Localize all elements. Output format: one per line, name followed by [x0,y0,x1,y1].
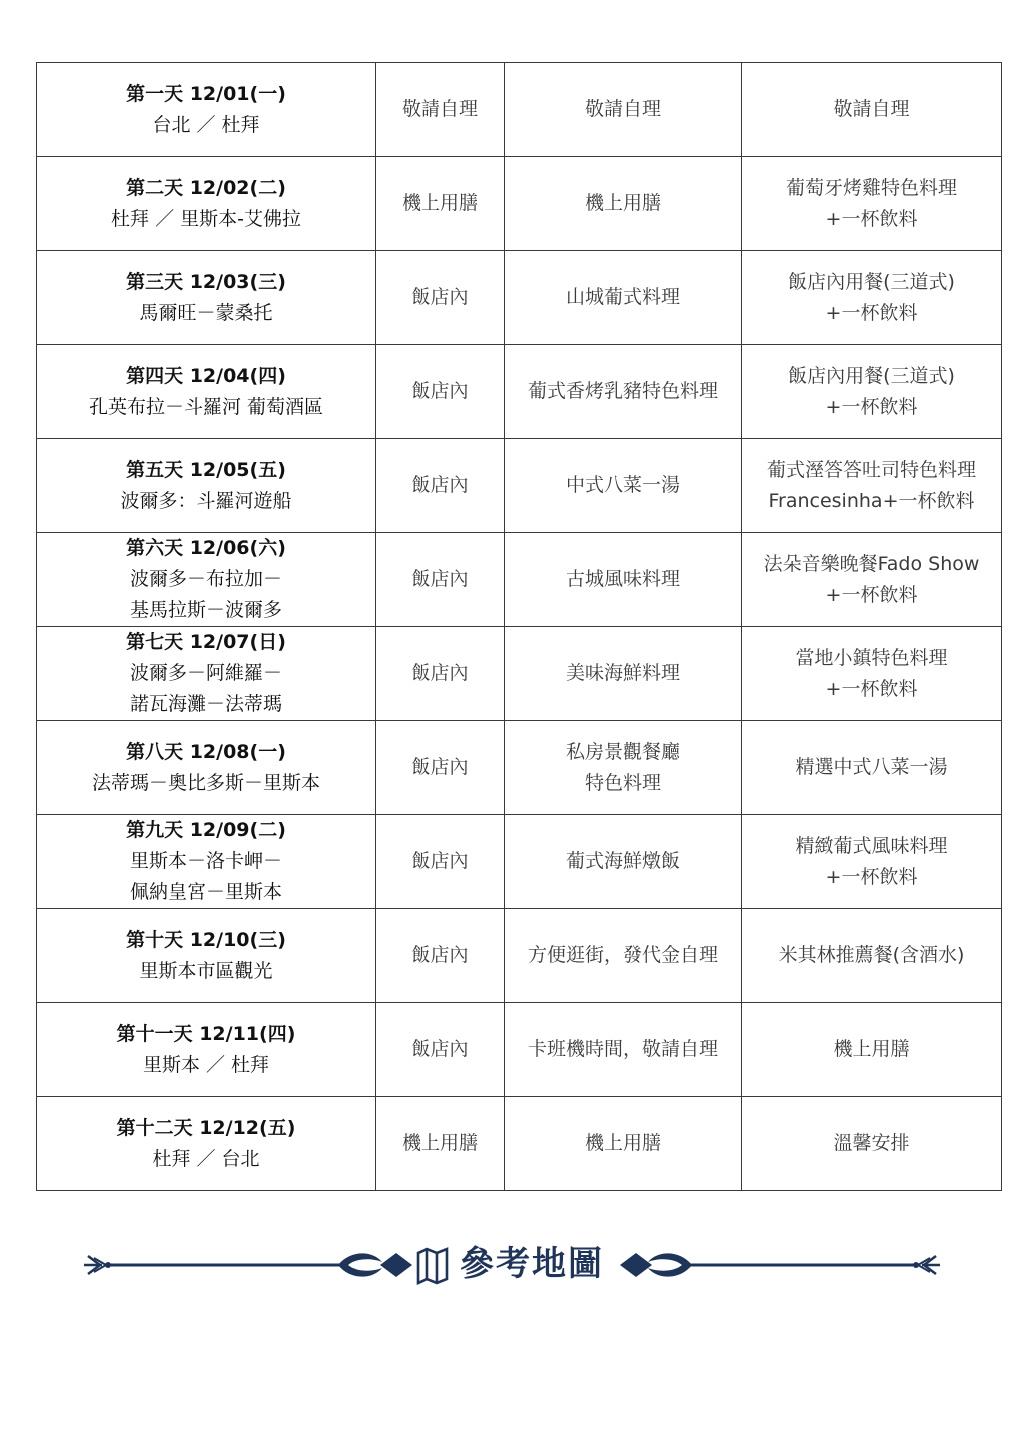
day-title: 第十二天 12/12(五) [116,1116,296,1139]
day-title: 第七天 12/07(日) [126,631,286,653]
day-cell [37,815,376,909]
itinerary-row [37,251,1002,345]
lunch-cell: 葡式香烤乳豬特色料理 [505,345,742,439]
day-cell [37,721,376,815]
day-route: 里斯本 ／ 杜拜 [142,1053,270,1076]
day-cell [37,251,376,345]
day-title: 第四天 12/04(四) [126,364,286,387]
day-route: 杜拜 ／ 里斯本-艾佛拉 [111,207,301,230]
right-flourish-icon [620,1253,692,1277]
map-icon [418,1249,447,1283]
lunch-cell: 機上用膳 [505,1097,742,1191]
breakfast-cell: 敬請自理 [376,63,505,157]
day-route: 波爾多：斗羅河遊船 [120,489,292,512]
dinner-cell: 精緻葡式風味料理 +一杯飲料 [742,815,1002,909]
dinner-cell: 飯店內用餐(三道式) +一杯飲料 [742,251,1002,345]
right-end-ornament-icon [913,1256,940,1274]
day-title: 第一天 12/01(一) [126,82,286,105]
lunch-cell: 機上用膳 [505,157,742,251]
day-cell [37,439,376,533]
itinerary-row [37,345,1002,439]
lunch-cell: 私房景觀餐廳 特色料理 [505,721,742,815]
dinner-cell: 敬請自理 [742,63,1002,157]
day-title: 第九天 12/09(二) [126,819,286,841]
lunch-cell: 卡班機時間，敬請自理 [505,1003,742,1097]
day-title: 第十一天 12/11(四) [116,1022,296,1045]
lunch-cell: 山城葡式料理 [505,251,742,345]
day-route: 杜拜 ／ 台北 [152,1147,260,1170]
lunch-cell: 葡式海鮮燉飯 [505,815,742,909]
itinerary-row [37,627,1002,721]
itinerary-row [37,909,1002,1003]
dinner-cell: 當地小鎮特色料理 +一杯飲料 [742,627,1002,721]
day-cell [37,909,376,1003]
day-cell [37,1097,376,1191]
day-route: 法蒂瑪－奧比多斯－里斯本 [91,771,320,794]
day-route: 波爾多－布拉加－ 基馬拉斯－波爾多 [129,568,282,621]
dinner-cell: 溫馨安排 [742,1097,1002,1191]
day-route: 台北 ／ 杜拜 [152,113,260,136]
day-title: 第三天 12/03(三) [126,270,286,293]
day-title: 第五天 12/05(五) [126,458,286,481]
lunch-cell: 方便逛街，發代金自理 [505,909,742,1003]
lunch-cell: 古城風味料理 [505,533,742,627]
itinerary-row [37,533,1002,627]
day-cell [37,157,376,251]
itinerary-row [37,721,1002,815]
itinerary-row [37,63,1002,157]
day-route: 里斯本－洛卡岬－ 佩納皇宮－里斯本 [129,850,282,903]
map-section-title: 參考地圖 [460,1244,604,1284]
left-flourish-icon [338,1253,412,1277]
day-cell [37,1003,376,1097]
breakfast-cell: 飯店內 [376,533,505,627]
day-cell [37,533,376,627]
day-route: 孔英布拉－斗羅河 葡萄酒區 [88,395,324,418]
day-route: 馬爾旺－蒙桑托 [139,301,273,324]
breakfast-cell: 機上用膳 [376,157,505,251]
breakfast-cell: 機上用膳 [376,1097,505,1191]
itinerary-row [37,439,1002,533]
lunch-cell: 美味海鮮料理 [505,627,742,721]
breakfast-cell: 飯店內 [376,1003,505,1097]
day-route: 波爾多－阿維羅－ 諾瓦海灘－法蒂瑪 [129,662,282,715]
itinerary-table [36,62,1002,1191]
itinerary-row [37,1003,1002,1097]
dinner-cell: 米其林推薦餐(含酒水) [742,909,1002,1003]
left-end-ornament-icon [84,1256,111,1274]
dinner-cell: 葡萄牙烤雞特色料理 +一杯飲料 [742,157,1002,251]
breakfast-cell: 飯店內 [376,627,505,721]
dinner-cell: 飯店內用餐(三道式) +一杯飲料 [742,345,1002,439]
day-title: 第十天 12/10(三) [126,928,286,951]
dinner-cell: 葡式溼答答吐司特色料理 Francesinha+一杯飲料 [742,439,1002,533]
itinerary-row [37,157,1002,251]
breakfast-cell: 飯店內 [376,251,505,345]
itinerary-row [37,1097,1002,1191]
day-title: 第八天 12/08(一) [126,740,286,763]
breakfast-cell: 飯店內 [376,439,505,533]
dinner-cell: 法朵音樂晚餐Fado Show +一杯飲料 [742,533,1002,627]
breakfast-cell: 飯店內 [376,909,505,1003]
day-cell [37,345,376,439]
day-cell [37,627,376,721]
day-cell [37,63,376,157]
itinerary-row [37,815,1002,909]
itinerary-body [37,63,1002,1191]
breakfast-cell: 飯店內 [376,721,505,815]
day-title: 第六天 12/06(六) [126,537,286,559]
lunch-cell: 敬請自理 [505,63,742,157]
dinner-cell: 機上用膳 [742,1003,1002,1097]
day-title: 第二天 12/02(二) [126,176,286,199]
dinner-cell: 精選中式八菜一湯 [742,721,1002,815]
breakfast-cell: 飯店內 [376,815,505,909]
breakfast-cell: 飯店內 [376,345,505,439]
lunch-cell: 中式八菜一湯 [505,439,742,533]
day-route: 里斯本市區觀光 [139,959,273,982]
